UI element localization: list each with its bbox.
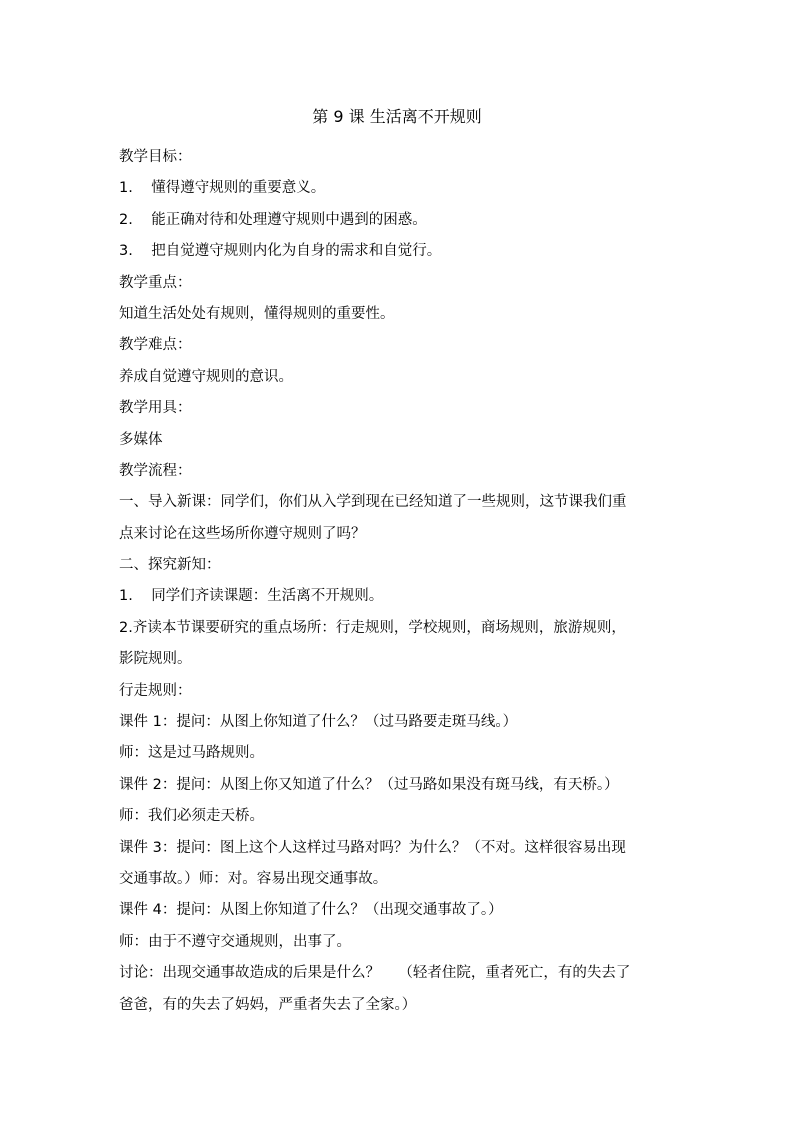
text-line: 师：我们必须走天桥。: [119, 808, 264, 825]
text-line: 课件 1：提问：从图上你知道了什么？（过马路要走斑马线。）: [119, 714, 518, 731]
text-line: 二、探究新知：: [119, 557, 221, 574]
text-line: 教学流程：: [119, 462, 192, 479]
text-line: 教学重点：: [119, 274, 192, 291]
text-line: 课件 3：提问：图上这个人这样过马路对吗？为什么？（不对。这样很容易出现: [119, 839, 626, 856]
text-line: 2.齐读本节课要研究的重点场所：行走规则，学校规则，商场规则，旅游规则，: [119, 619, 626, 636]
text-line: 课件 4：提问：从图上你知道了什么？（出现交通事故了。）: [119, 902, 503, 919]
text-line: 点来讨论在这些场所你遵守规则了吗？: [119, 525, 366, 542]
document-title: 第 9 课 生活离不开规则: [312, 107, 482, 126]
text-line: 教学难点：: [119, 337, 192, 354]
text-line: 1. 懂得遵守规则的重要意义。: [119, 180, 326, 197]
text-line: 3. 把自觉遵守规则内化为自身的需求和自觉行。: [119, 243, 442, 260]
text-line: 爸爸，有的失去了妈妈，严重者失去了全家。）: [119, 996, 417, 1013]
text-line: 影院规则。: [119, 651, 192, 668]
document-body: [119, 142, 679, 1021]
text-line: 师：由于不遵守交通规则，出事了。: [119, 933, 351, 950]
text-line: 2. 能正确对待和处理遵守规则中遇到的困惑。: [119, 211, 427, 228]
text-line: 行走规则：: [119, 682, 192, 699]
text-line: 交通事故。）师：对。容易出现交通事故。: [119, 870, 388, 887]
text-line: 师：这是过马路规则。: [119, 745, 264, 762]
text-line: 课件 2：提问：从图上你又知道了什么？（过马路如果没有斑马线，有天桥。）: [119, 776, 619, 793]
text-line: 教学用具：: [119, 400, 192, 417]
text-line: 一、导入新课：同学们，你们从入学到现在已经知道了一些规则，这节课我们重: [119, 494, 627, 511]
text-line: 知道生活处处有规则，懂得规则的重要性。: [119, 305, 395, 322]
text-line: 讨论：出现交通事故造成的后果是什么？ （轻者住院，重者死亡，有的失去了: [119, 965, 631, 982]
text-line: 养成自觉遵守规则的意识。: [119, 368, 293, 385]
text-line: 1. 同学们齐读课题：生活离不开规则。: [119, 588, 384, 605]
text-line: 教学目标：: [119, 149, 192, 165]
text-line: 多媒体: [119, 431, 163, 448]
